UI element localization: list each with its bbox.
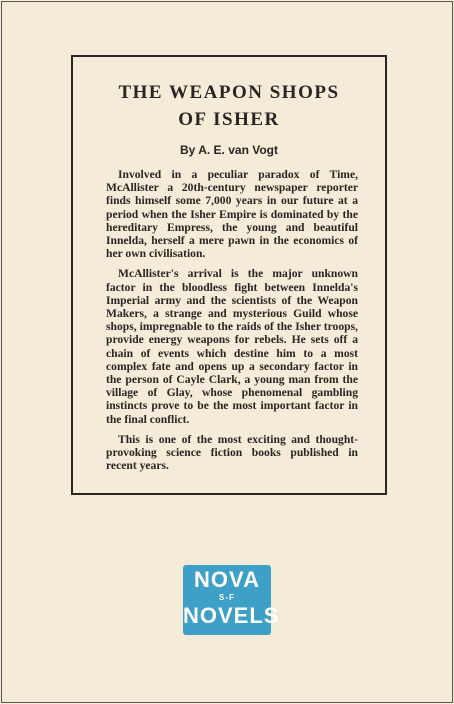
- blurb-paragraph-3: This is one of the most exciting and thought-provoking science fiction books published in recent years.: [106, 432, 358, 473]
- book-title: [73, 79, 385, 133]
- blurb-text: [106, 168, 358, 479]
- logo-word-sf: S-F: [219, 593, 235, 602]
- blurb-paragraph-2: McAllister's arrival is the major unknown factor in the bloodless fight between Innelda's Imperial army and the scientists of the Weapon Makers, a strange and mysterious Guild whose shops, impregnable to the raids of the Isher troops, provide energy weapons for rebels. He sets off a chain of events which destine him to a most complex fate and opens up a secondary factor in the person of Cayle Clark, a young man from the village of Glay, whose phenomenal gambling instincts prove to be the most important factor in the final conflict.: [106, 267, 358, 426]
- logo-word-nova: NOVA: [194, 567, 260, 592]
- blurb-box: [71, 55, 387, 495]
- book-title-line-1: THE WEAPON SHOPS: [118, 82, 340, 103]
- book-title-line-2: OF ISHER: [178, 109, 280, 130]
- book-author: By A. E. van Vogt: [179, 143, 278, 157]
- blurb-paragraph-1: Involved in a peculiar paradox of Time, McAllister a 20th-century newspaper reporter finds himself some 7,000 years in our future at a period when the Isher Empire is dominated by the hereditary Empress, the young and beautiful Innelda, herself a mere pawn in the economics of her own civilisation.: [106, 168, 358, 261]
- logo-word-novels: NOVELS: [183, 603, 280, 628]
- nova-sf-novels-logo: [183, 565, 280, 635]
